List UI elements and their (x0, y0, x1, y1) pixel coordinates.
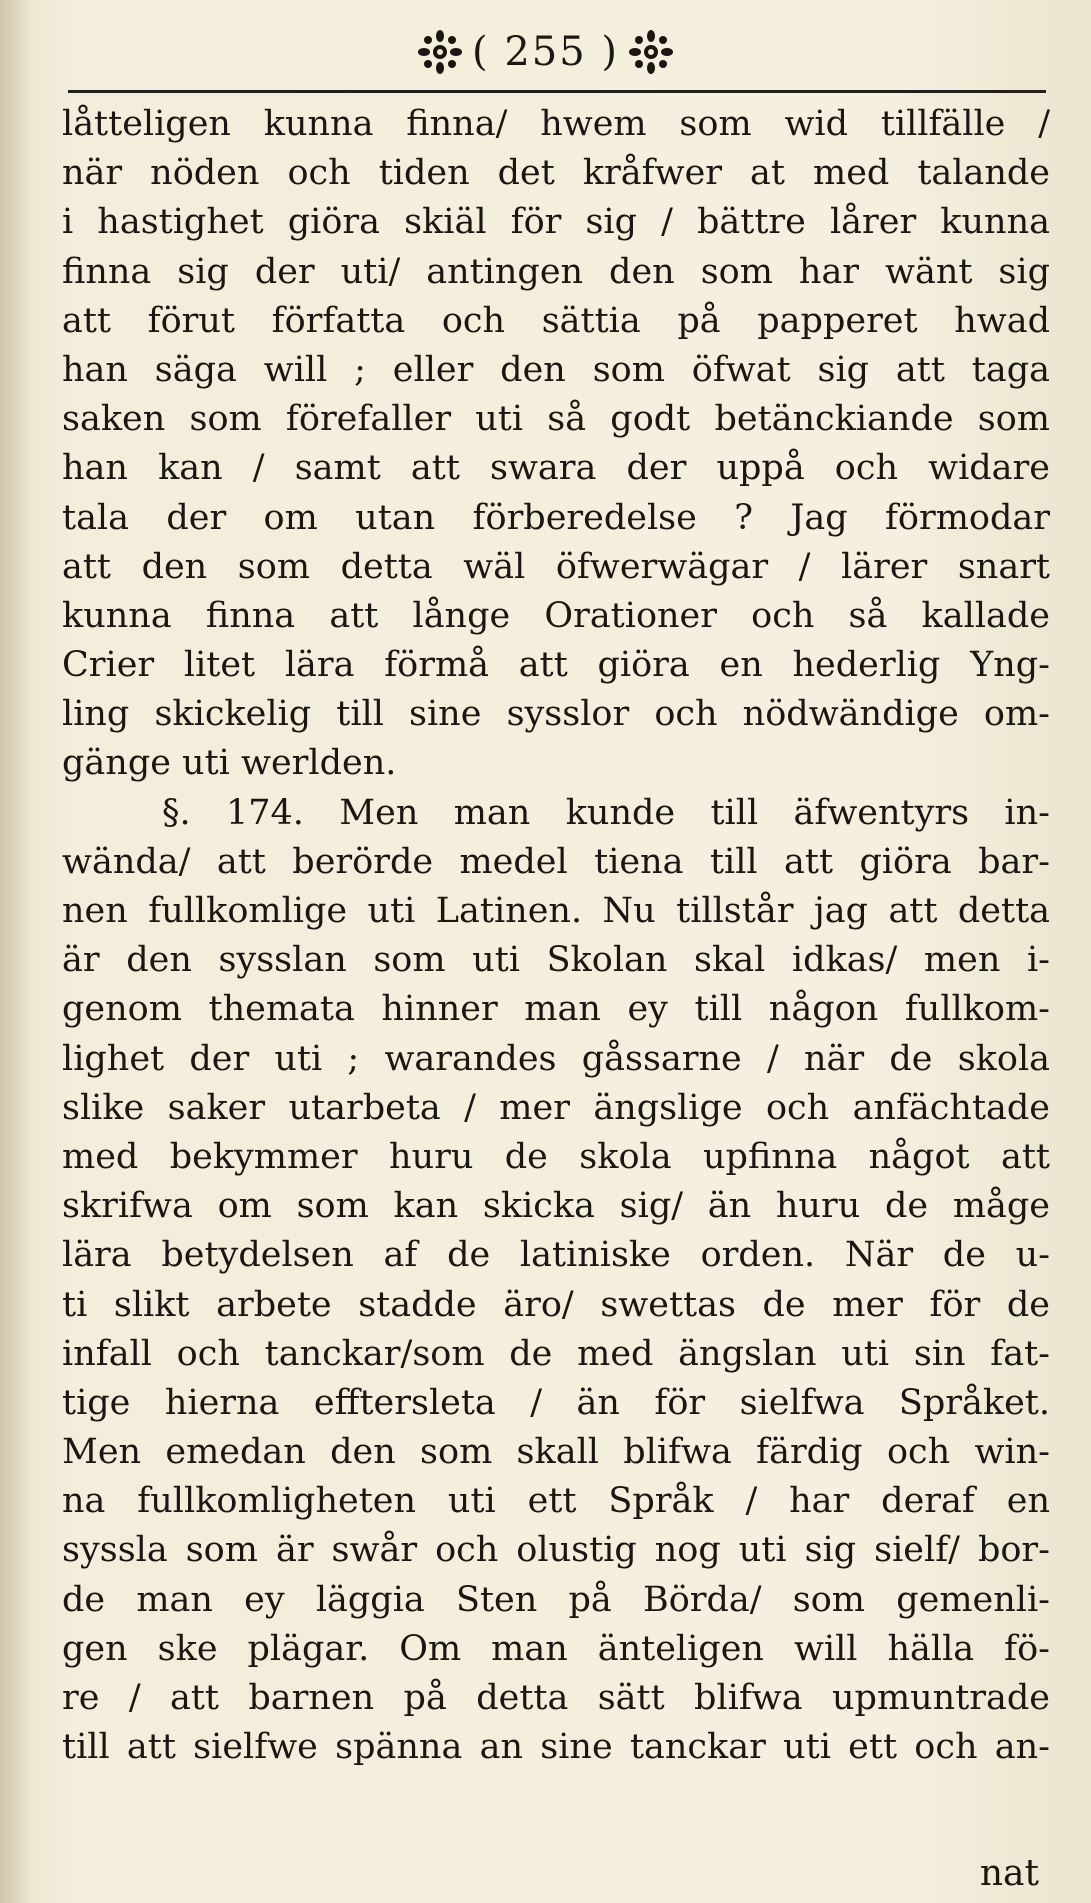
text-line: han kan / samt att swara der uppå och widare (62, 448, 1050, 489)
text-line: låtteligen kunna finna/ hwem som wid tillfälle / (62, 104, 1050, 144)
text-line: till att sielfwe spänna an sine tanckar uti ett och an- (62, 1727, 1050, 1768)
page-header (0, 22, 1091, 82)
text-line: är den sysslan som uti Skolan skal idkas/ men i- (62, 940, 1050, 981)
text-line: finna sig der uti/ antingen den som har wänt sig (62, 251, 1050, 292)
section-heading-line: §. 174. Men man kunde till äfwentyrs in- (162, 792, 1050, 833)
body-text (62, 100, 1050, 1772)
text-line: med bekymmer huru de skola upfinna något att (62, 1136, 1050, 1177)
text-line: gänge uti werlden. (62, 743, 397, 784)
text-line: ling skickelig till sine sysslor och nödwändige om- (62, 694, 1050, 735)
text-line: re / att barnen på detta sätt blifwa upmuntrade (62, 1678, 1050, 1718)
text-line: infall och tanckar/som de med ängslan uti sin fat- (62, 1333, 1050, 1374)
text-line: att den som detta wäl öfwerwägar / lärer snart (62, 546, 1050, 587)
header-rule (68, 90, 1046, 93)
text-line: de man ey läggia Sten på Börda/ som gemenli- (62, 1579, 1050, 1620)
floral-ornament-icon (418, 30, 462, 74)
page-number: ( 255 ) (472, 29, 619, 75)
text-line: ti slikt arbete stadde äro/ swettas de mer för de (62, 1284, 1050, 1325)
text-line: i hastighet giöra skiäl för sig / bättre lårer kunna (62, 202, 1050, 243)
floral-ornament-icon (629, 30, 673, 74)
text-line: genom themata hinner man ey till någon fullkom- (62, 989, 1050, 1030)
page-gutter (0, 0, 30, 1903)
text-line: na fullkomligheten uti ett Språk / har deraf en (62, 1481, 1050, 1522)
text-line: tala der om utan förberedelse ? Jag förmodar (62, 497, 1050, 538)
text-line: skrifwa om som kan skicka sig/ än huru de måge (62, 1186, 1050, 1227)
text-line: han säga will ; eller den som öfwat sig att taga (62, 349, 1050, 390)
text-line: Men emedan den som skall blifwa färdig och win- (62, 1432, 1050, 1473)
text-line: Crier litet lära förmå att giöra en hederlig Yng- (62, 645, 1050, 686)
text-line: nen fullkomlige uti Latinen. Nu tillstår jag att detta (62, 891, 1050, 931)
text-line: saken som förefaller uti så godt betänckiande som (62, 399, 1050, 440)
text-line: gen ske plägar. Om man änteligen will hälla fö- (62, 1628, 1050, 1669)
text-line: kunna finna att långe Orationer och så kallade (62, 595, 1050, 636)
text-line: lära betydelsen af de latiniske orden. När de u- (62, 1235, 1050, 1276)
text-line: syssla som är swår och olustig nog uti sig sielf/ bor- (62, 1530, 1050, 1571)
text-line: slike saker utarbeta / mer ängslige och anfächtade (62, 1087, 1050, 1128)
text-line: tige hierna efftersleta / än för sielfwa Språket. (62, 1382, 1050, 1423)
text-line: lighet der uti ; warandes gåssarne / när de skola (62, 1038, 1050, 1079)
text-line: när nöden och tiden det kråfwer at med talande (62, 153, 1050, 194)
text-line: att förut författa och sättia på papperet hwad (62, 300, 1050, 341)
catchword: nat (979, 1853, 1039, 1894)
text-line: wända/ att berörde medel tiena till att giöra bar- (62, 841, 1050, 882)
